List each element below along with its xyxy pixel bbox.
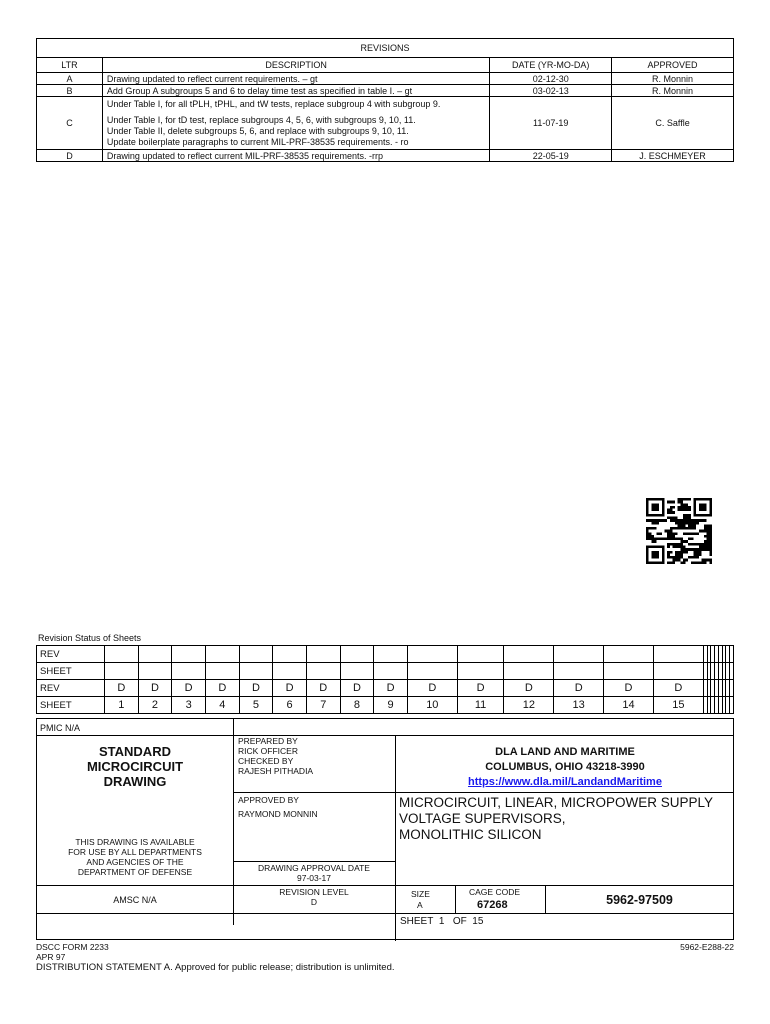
pmic-label: PMIC N/A — [40, 723, 81, 733]
availability-line: FOR USE BY ALL DEPARTMENTS — [68, 847, 202, 857]
status-rev-cell: D — [374, 680, 408, 697]
status-row-label: REV — [37, 646, 105, 663]
status-empty-cell — [504, 663, 554, 680]
status-sheet-cell: 13 — [554, 697, 604, 714]
status-sheet-cell: 10 — [407, 697, 457, 714]
status-empty-cell — [457, 646, 504, 663]
availability-line: THIS DRAWING IS AVAILABLE — [75, 837, 195, 847]
std-title-line: STANDARD — [99, 744, 171, 759]
status-empty-cell — [205, 646, 239, 663]
status-empty-cell — [407, 663, 457, 680]
header-date: DATE (YR-MO-DA) — [490, 58, 612, 73]
org-url-link[interactable]: https://www.dla.mil/LandandMaritime — [468, 776, 662, 788]
status-sheet-cell: 8 — [340, 697, 374, 714]
rev-ltr: A — [37, 73, 103, 85]
status-empty-cell — [138, 663, 172, 680]
status-row-label: SHEET — [37, 697, 105, 714]
rev-ltr: C — [37, 97, 103, 150]
status-sheet-cell: 4 — [205, 697, 239, 714]
status-empty-cell — [239, 663, 273, 680]
status-row-label: REV — [37, 680, 105, 697]
status-sheet-cell: 1 — [105, 697, 139, 714]
rev-description — [102, 97, 489, 150]
revisions-title: REVISIONS — [37, 39, 734, 58]
status-rev-cell: D — [604, 680, 654, 697]
status-empty-cell — [457, 663, 504, 680]
revisions-table — [36, 38, 734, 162]
rev-line: Under Table II, delete subgroups 5, 6, and replace with subgroups 9, 10, 11. — [106, 125, 409, 136]
header-description: DESCRIPTION — [102, 58, 489, 73]
checked-by-name: RAJESH PITHADIA — [238, 766, 314, 776]
rev-date: 03-02-13 — [490, 85, 612, 97]
status-sheet-cell: 2 — [138, 697, 172, 714]
revision-status-table — [36, 645, 734, 714]
rev-date: 02-12-30 — [490, 73, 612, 85]
rev-description: Add Group A subgroups 5 and 6 to delay time test as specified in table I. – gt — [102, 85, 489, 97]
status-sheet-cell: 9 — [374, 697, 408, 714]
status-rev-cell: D — [457, 680, 504, 697]
status-empty-cell — [105, 646, 139, 663]
status-empty-cell — [340, 663, 374, 680]
size-label: SIZE — [411, 889, 430, 899]
status-empty-cell — [504, 646, 554, 663]
rev-approved: C. Saffle — [612, 97, 734, 150]
approval-date-label: DRAWING APPROVAL DATE — [258, 863, 370, 873]
drawing-number: 5962-97509 — [606, 893, 673, 907]
header-ltr: LTR — [37, 58, 103, 73]
status-rev-cell: D — [340, 680, 374, 697]
approval-date-value: 97-03-17 — [296, 873, 332, 883]
rev-ltr: B — [37, 85, 103, 97]
form-footer — [36, 942, 395, 973]
status-sheet-cell: 7 — [306, 697, 340, 714]
org-address: COLUMBUS, OHIO 43218-3990 — [485, 761, 645, 773]
status-sheet-row — [37, 663, 734, 680]
status-empty-cell — [306, 663, 340, 680]
revision-level-block — [233, 887, 395, 907]
status-sheet-cell: 14 — [604, 697, 654, 714]
rev-line: Under Table I, for all tPLH, tPHL, and tW tests, replace subgroup 4 with subgroup 9. — [106, 98, 441, 109]
revision-level-label: REVISION LEVEL — [279, 887, 349, 897]
rev-line: Under Table I, for tD test, replace subgroups 4, 5, 6, with subgroups 9, 10, 11. — [106, 114, 416, 125]
document-code: 5962-E288-22 — [680, 942, 734, 952]
cage-code-label: CAGE CODE — [469, 887, 521, 897]
revision-row-b — [37, 85, 734, 97]
status-sheet-cell: 12 — [504, 697, 554, 714]
status-empty-cell — [653, 646, 703, 663]
organization-block — [395, 745, 735, 790]
rev-date: 22-05-19 — [490, 150, 612, 162]
revision-row-a — [37, 73, 734, 85]
status-rev-cell: D — [306, 680, 340, 697]
prepared-by-block — [238, 736, 313, 776]
status-sheet-cell: 11 — [457, 697, 504, 714]
status-empty-cell — [374, 663, 408, 680]
std-title-line: MICROCIRCUIT — [86, 759, 184, 774]
revision-row-d — [37, 150, 734, 162]
approval-date-block — [233, 863, 395, 883]
standard-drawing-title — [37, 744, 233, 789]
rev-approved: R. Monnin — [612, 73, 734, 85]
status-rev-row — [37, 646, 734, 663]
device-title-line: VOLTAGE SUPERVISORS, — [399, 811, 566, 826]
status-rev-cell: D — [138, 680, 172, 697]
status-rev-cell: D — [504, 680, 554, 697]
status-sheet-row — [37, 697, 734, 714]
cage-code-value: 67268 — [477, 899, 508, 911]
checked-by-label: CHECKED BY — [238, 756, 294, 766]
status-empty-cell — [273, 663, 307, 680]
status-empty-cell — [604, 646, 654, 663]
status-empty-cell — [653, 663, 703, 680]
approved-by-label: APPROVED BY — [238, 795, 299, 805]
sheet-number: 1 — [438, 916, 445, 927]
status-rev-row — [37, 680, 734, 697]
availability-line: DEPARTMENT OF DEFENSE — [77, 867, 193, 877]
rev-approved: J. ESCHMEYER — [612, 150, 734, 162]
sheet-label: SHEET — [400, 916, 434, 927]
device-title-line: MONOLITHIC SILICON — [399, 827, 542, 842]
rev-approved: R. Monnin — [612, 85, 734, 97]
status-sheet-cell: 15 — [653, 697, 703, 714]
sheet-total: 15 — [472, 916, 484, 927]
form-date: APR 97 — [36, 952, 66, 962]
status-caption: Revision Status of Sheets — [38, 633, 142, 643]
status-empty-cell — [105, 663, 139, 680]
status-empty-cell — [273, 646, 307, 663]
sheet-indicator — [400, 917, 483, 927]
status-rev-cell: D — [205, 680, 239, 697]
status-sheet-cell: 5 — [239, 697, 273, 714]
revision-row-c — [37, 97, 734, 150]
device-title-line: MICROCIRCUIT, LINEAR, MICROPOWER SUPPLY — [399, 795, 714, 810]
availability-statement — [37, 837, 233, 877]
status-empty-cell — [306, 646, 340, 663]
size-value: A — [417, 900, 423, 910]
header-approved: APPROVED — [612, 58, 734, 73]
availability-line: AND AGENCIES OF THE — [86, 857, 184, 867]
status-sheet-cell: 6 — [273, 697, 307, 714]
rev-line: Update boilerplate paragraphs to current MIL-PRF-38535 requirements. - ro — [106, 136, 409, 147]
approved-by-name: RAYMOND MONNIN — [238, 809, 318, 819]
status-empty-cell — [730, 663, 734, 680]
rev-description: Drawing updated to reflect current requirements. – gt — [102, 73, 489, 85]
status-empty-cell — [172, 663, 206, 680]
status-empty-cell — [407, 646, 457, 663]
form-number: DSCC FORM 2233 — [36, 942, 109, 952]
status-empty-cell — [138, 646, 172, 663]
distribution-statement: DISTRIBUTION STATEMENT A. Approved for public release; distribution is unlimited. — [36, 962, 395, 973]
status-empty-cell — [340, 646, 374, 663]
rev-description: Drawing updated to reflect current MIL-PRF-38535 requirements. -rrp — [102, 150, 489, 162]
amsc-label: AMSC N/A — [113, 895, 157, 905]
device-title — [399, 795, 713, 843]
of-label: OF — [452, 916, 467, 927]
status-rev-cell: D — [554, 680, 604, 697]
status-empty-cell — [730, 680, 734, 697]
prepared-by-name: RICK OFFICER — [238, 746, 298, 756]
rev-ltr: D — [37, 150, 103, 162]
status-empty-cell — [374, 646, 408, 663]
org-name: DLA LAND AND MARITIME — [495, 746, 635, 758]
title-block — [36, 718, 734, 940]
std-title-line: DRAWING — [103, 774, 167, 789]
status-empty-cell — [205, 663, 239, 680]
status-empty-cell — [730, 697, 734, 714]
status-empty-cell — [554, 646, 604, 663]
approved-by-block — [238, 795, 318, 819]
status-rev-cell: D — [172, 680, 206, 697]
qr-code-icon — [646, 498, 712, 564]
status-row-label: SHEET — [37, 663, 105, 680]
status-rev-cell: D — [273, 680, 307, 697]
status-sheet-cell: 3 — [172, 697, 206, 714]
status-empty-cell — [172, 646, 206, 663]
status-rev-cell: D — [239, 680, 273, 697]
status-empty-cell — [604, 663, 654, 680]
revision-level-value: D — [310, 897, 318, 907]
rev-date: 11-07-19 — [490, 97, 612, 150]
status-rev-cell: D — [653, 680, 703, 697]
status-rev-cell: D — [105, 680, 139, 697]
status-empty-cell — [554, 663, 604, 680]
status-empty-cell — [730, 646, 734, 663]
prepared-by-label: PREPARED BY — [238, 736, 298, 746]
status-rev-cell: D — [407, 680, 457, 697]
status-empty-cell — [239, 646, 273, 663]
